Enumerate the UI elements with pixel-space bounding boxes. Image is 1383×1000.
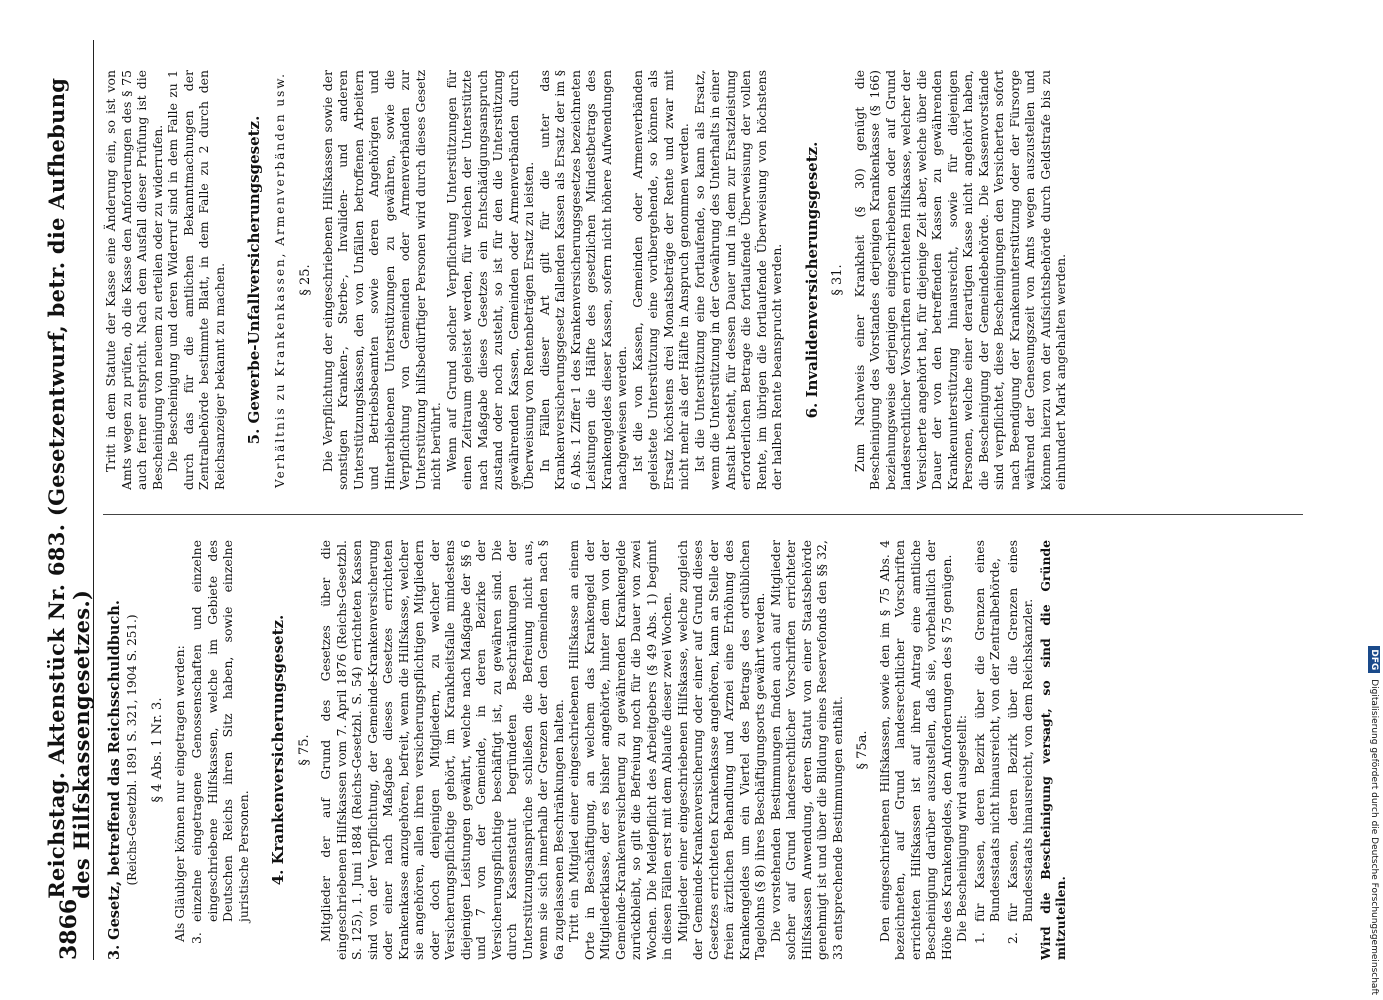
section-6-title: 6. Invalidenversicherungsgesetz. bbox=[802, 141, 821, 419]
section-5-text-2: Wenn auf Grund solcher Verpflichtung Unterstützungen für einen Zeitraum geleistet werden, für welchen der Unterstützte nach Maßgabe dieses Gesetzes ein Entschädigungsanspruch zustand oder noch zusteht, so ist für den die Unterstützung gewährenden Kassen, Gemeinden oder Armenverbänden durch Überweisung von Rentenbeträgen Ersatz zu leisten. bbox=[443, 70, 536, 490]
section-3-title: 3. Gesetz, betreffend das Reichsschuldbuch. bbox=[106, 600, 123, 960]
page-title: Reichstag. Aktenstück Nr. 683. (Gesetzentwurf, betr. die Aufhebung des Hilfskassengesetzes.) bbox=[44, 77, 94, 899]
section-3-paragraph-mark: § 4 Abs. 1 Nr. 3. bbox=[150, 697, 165, 803]
section-6-paragraph-mark: § 31. bbox=[830, 264, 845, 296]
section-4-paragraph-mark: § 75. bbox=[296, 734, 312, 766]
section-4a-text-1: Den eingeschriebenen Hilfskassen, sowie den im § 75 Abs. 4 bezeichneten, auf Grund landesrechtlicher Vorschriften errichteten Hilfskassen ist auf ihren Antrag eine amtliche Bescheinigung darüber auszustellen, daß sie, vorbehaltlich der Höhe des Krankengeldes, den Anforderungen des § 75 genügen. bbox=[876, 540, 954, 960]
section-4-title: 4. Krankenversicherungsgesetz. bbox=[269, 614, 287, 886]
left-column bbox=[103, 540, 1353, 960]
page-header bbox=[45, 40, 94, 960]
rotated-page-content bbox=[45, 40, 1365, 960]
section-4a-item-1 bbox=[972, 540, 1003, 944]
credit-rotated bbox=[1365, 5, 1383, 995]
item-number: 3. bbox=[189, 932, 204, 944]
section-5-text-1: Die Verpflichtung der eingeschriebenen Hilfskassen sowie der sonstigen Kranken-, Sterbe-, Invaliden- und anderen Unterstützungskassen, den von Unfällen betroffenen Arbeitern und Betriebsbeamten sowie deren Angehörigen und Hinterbliebenen Unterstützungen zu gewähren, sowie die Verpflichtung von Gemeinden oder Armenverbänden zur Unterstützung hilfsbedürftiger Personen wird durch dieses Gesetz nicht berührt. bbox=[319, 70, 443, 490]
digitization-credit: Digitalisierung gefördert durch die Deutsche Forschungsgemeinschaft bbox=[1369, 679, 1379, 995]
section-5-title: 5. Gewerbe-Unfallversicherungsgesetz. bbox=[245, 115, 263, 445]
section-5-paragraph-mark: § 25. bbox=[298, 264, 313, 296]
section-4a-paragraph-mark: § 75a. bbox=[855, 730, 870, 770]
right-text-1: Tritt in dem Statute der Kasse eine Änderung ein, so ist von Amts wegen zu prüfen, ob die Kasse den Anforderungen des § 75 auch ferner entspricht. Nach dem Ausfall dieser Prüfung ist die Bescheinigung von neuem zu erteilen oder zu widerrufen. bbox=[103, 70, 165, 490]
section-4a-item-2 bbox=[1005, 540, 1036, 944]
section-6-text-1: Zum Nachweis einer Krankheit (§ 30) genügt die Bescheinigung des Vorstandes derjenigen Krankenkasse (§ 166) beziehungsweise derjenigen eingeschriebenen oder auf Grund landesrechtlicher Vorschriften errichteten Hilfskasse, welcher der Versicherte angehört hat, für diejenige Zeit aber, welche über die Dauer der von den betreffenden Kassen zu gewährenden Krankenunterstützung hinausreicht, sowie für diejenigen Personen, welche einer derartigen Kasse nicht angehört haben, die Bescheinigung der Gemeindebehörde. Die Kassenvorstände sind verpflichtet, diese Bescheinigungen den Versicherten sofort nach Beendigung der Krankenunterstützung oder der Fürsorge während der Genesungszeit von Amts wegen auszustellen und können hierzu von der Aufsichtsbehörde durch Geldstrafe bis zu einhundert Mark angehalten werden. bbox=[851, 70, 1068, 490]
section-5-subtitle: Verhältnis zu Krankenkassen, Armenverbänden usw. bbox=[272, 72, 287, 488]
item-number: 2. bbox=[1004, 932, 1020, 944]
item-text: für Kassen, deren Bezirk über die Grenzen eines Bundesstaats nicht hinausreicht, von der Zentralbehörde, bbox=[971, 540, 1002, 922]
section-4a-text-2: Die Bescheinigung wird ausgestellt: bbox=[954, 715, 969, 942]
item-text: einzelne eingetragene Genossenschaften und einzelne eingeschriebene Hilfskassen, welche im Gebiete des Deutschen Reichs ihren Sitz haben, sowie einzelne juristische Personen. bbox=[189, 540, 251, 922]
section-4-text-4: Die vorstehenden Bestimmungen finden auch auf Mitglieder solcher auf Grund landesrechtlicher Vorschriften errichteter Hilfskassen Anwendung, deren Statut von einer Staatsbehörde genehmigt ist und über die Bildung eines Reservefonds den §§ 32, 33 entsprechende Bestimmungen enthält. bbox=[767, 540, 845, 960]
scanned-page bbox=[45, 40, 1365, 960]
section-4-text-1: Mitglieder der auf Grund des Gesetzes über die eingeschriebenen Hilfskassen vom 7. April 1876 (Reichs-Gesetzbl. S. 125), 1. Juni 1884 (Reichs-Gesetzbl. S. 54) errichteten Kassen sind von der Verpflichtung, der Gemeinde-Krankenversicherung oder einer nach Maßgabe dieses Gesetzes errichteten Krankenkasse anzugehören, befreit, wenn die Hilfskasse, welcher sie angehören, allen ihren versicherungspflichtigen Mitgliedern oder doch denjenigen Mitgliedern, zu welcher der Versicherungspflichtige gehört, im Krankheitsfalle mindestens diejenigen Leistungen gewährt, welche nach Maßgabe der §§ 6 und 7 von der Gemeinde, in deren Bezirke der Versicherungspflichtige beschäftigt ist, zu gewähren sind. Die durch Kassenstatut begründeten Beschränkungen der Unterstützungsansprüche schließen die Befreiung nicht aus, wenn sie sich innerhalb der Grenzen der den Gemeinden nach § 6a zugelassenen Beschränkungen halten. bbox=[318, 540, 566, 960]
section-5-text-5: Ist die Unterstützung eine fortlaufende, so kann als Ersatz, wenn die Unterstützung in der Gewährung des Unterhalts in einer Anstalt besteht, für dessen Dauer und in dem zur Ersatzleistung erforderlichen Betrage die fortlaufende Überweisung der vollen Rente, im übrigen die fortlaufende Überweisung von höchstens der halben Rente beansprucht werden. bbox=[691, 70, 784, 490]
right-text-2: Die Bescheinigung und deren Widerruf sind in dem Falle zu 1 durch das für die amtlichen Bekanntmachungen der Zentralbehörde bestimmte Blatt, in dem Falle zu 2 durch den Reichsanzeiger bekannt zu machen. bbox=[165, 70, 227, 490]
item-number: 1. bbox=[971, 932, 987, 944]
section-3-item bbox=[189, 540, 251, 944]
section-4a-text-3: Wird die Bescheinigung versagt, so sind die Gründe mitzuteilen. bbox=[1037, 540, 1068, 960]
dfg-logo: DFG bbox=[1368, 646, 1380, 673]
section-4-text-2: Tritt ein Mitglied einer eingeschriebenen Hilfskasse an einem Orte in Beschäftigung, an welchem das Krankengeld der Mitgliederklasse, der es bisher angehörte, hinter dem von der Gemeinde-Krankenversicherung zu gewährenden Krankengelde zurückbleibt, so gilt die Befreiung noch für die Dauer von zwei Wochen. Die Meldepflicht des Arbeitgebers (§ 49 Abs. 1) beginnt in diesen Fällen erst mit dem Ablaufe dieser zwei Wochen. bbox=[566, 540, 674, 960]
section-3-citation: (Reichs-Gesetzbl. 1891 S. 321, 1904 S. 251.) bbox=[124, 614, 139, 886]
section-4-text-3: Mitglieder einer eingeschriebenen Hilfskasse, welche zugleich der Gemeinde-Krankenversicherung oder einer auf Grund dieses Gesetzes errichteten Krankenkasse angehören, kann an Stelle der freien ärztlichen Behandlung und Arznei eine Erhöhung des Krankengeldes um ein Viertel des Betrags des ortsüblichen Tagelohns (§ 8) ihres Beschäftigungsorts gewährt werden. bbox=[674, 540, 767, 960]
section-5-text-3: In Fällen dieser Art gilt für die unter das Krankenversicherungsgesetz fallenden Kassen als Ersatz der im § 6 Abs. 1 Ziffer 1 des Krankenversicherungsgesetzes bezeichneten Leistungen die Hälfte des gesetzlichen Mindestbetrags des Krankengeldes dieser Kassen, sofern nicht höhere Aufwendungen nachgewiesen werden. bbox=[536, 70, 629, 490]
right-column bbox=[103, 70, 1353, 490]
page-number: 3866 bbox=[56, 898, 82, 960]
digitization-credit-strip bbox=[1365, 5, 1383, 995]
column-divider bbox=[103, 514, 1303, 515]
item-text: für Kassen, deren Bezirk über die Grenzen eines Bundesstaats hinausreicht, von dem Reichskanzler. bbox=[1004, 540, 1035, 922]
section-3-intro: Als Gläubiger können nur eingetragen werden: bbox=[171, 645, 187, 942]
section-5-text-4: Ist die von Kassen, Gemeinden oder Armenverbänden geleistete Unterstützung eine vorübergehende, so können als Ersatz höchstens drei Monatsbeträge der Rente und zwar mit nicht mehr als der Hälfte in Anspruch genommen werden. bbox=[629, 70, 691, 490]
